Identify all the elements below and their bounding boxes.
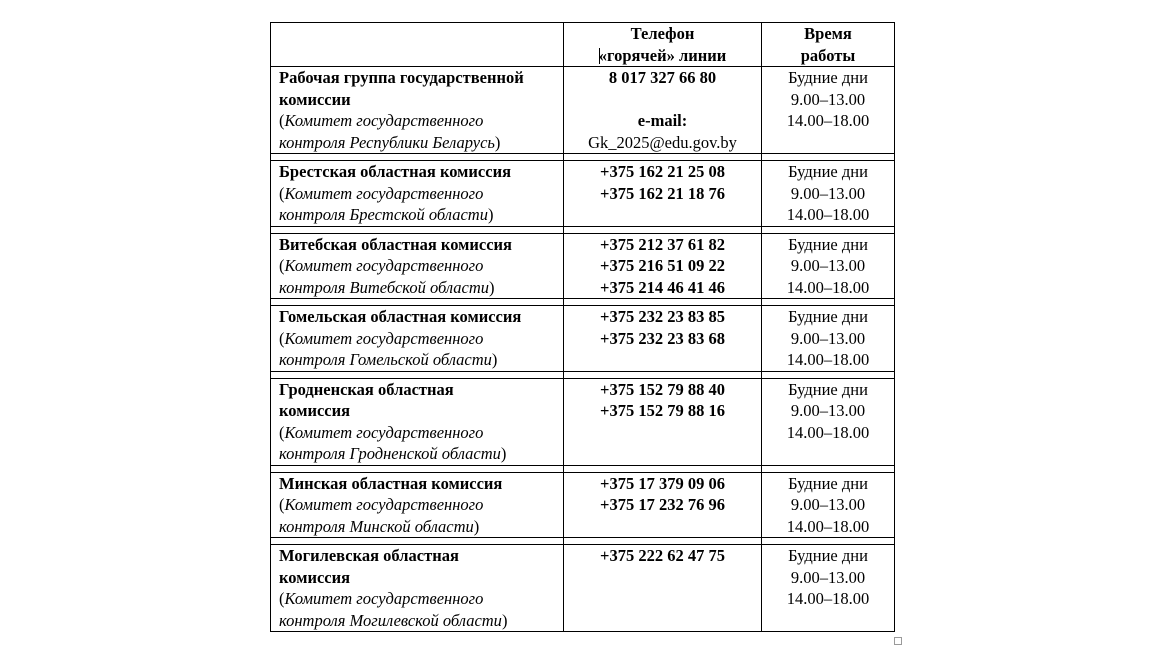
spacer-row <box>271 371 895 378</box>
phone-cell[interactable] <box>564 67 762 154</box>
table-row <box>271 67 895 154</box>
afternoon-hours: 14.00–18.00 <box>786 516 870 536</box>
morning-hours: 9.00–13.00 <box>790 183 866 203</box>
phone-cell[interactable] <box>564 306 762 372</box>
committee-name-line: контроля Минской области <box>279 516 474 536</box>
committee-name-line: контроля Республики Беларусь <box>279 132 495 152</box>
spacer-cell <box>271 371 564 378</box>
afternoon-hours: 14.00–18.00 <box>786 350 870 369</box>
phone-number: +375 17 379 09 06 <box>600 473 725 493</box>
paren-close: ) <box>494 132 501 152</box>
table-row <box>271 378 895 465</box>
spacer-cell <box>564 154 762 161</box>
working-days: Будние дни <box>788 68 868 87</box>
spacer-row <box>271 226 895 233</box>
table-row <box>271 233 895 299</box>
phone-number: +375 232 23 83 68 <box>600 328 725 348</box>
phone-number: +375 214 46 41 46 <box>600 277 725 297</box>
afternoon-hours: 14.00–18.00 <box>786 111 870 130</box>
paren-close: ) <box>500 444 507 463</box>
working-days: Будние дни <box>788 546 868 565</box>
committee-name-line: Комитет государственного <box>284 183 484 203</box>
phone-number: +375 232 23 83 85 <box>600 307 725 326</box>
spacer-row <box>271 465 895 472</box>
paren-close: ) <box>491 350 498 369</box>
spacer-cell <box>271 299 564 306</box>
header-phone-line2: «горячей» линии <box>598 45 727 65</box>
afternoon-hours: 14.00–18.00 <box>786 422 870 442</box>
hours-cell[interactable] <box>762 545 895 632</box>
working-days: Будние дни <box>788 234 868 254</box>
organization-cell[interactable] <box>271 161 564 227</box>
spacer-cell <box>762 465 895 472</box>
header-hours-line1: Время <box>804 24 852 43</box>
hotline-table-body <box>271 23 895 632</box>
spacer-cell <box>271 154 564 161</box>
hours-cell[interactable] <box>762 378 895 465</box>
phone-number: +375 162 21 18 76 <box>600 183 725 203</box>
phone-number: +375 162 21 25 08 <box>600 162 725 181</box>
table-row <box>271 306 895 372</box>
spacer-cell <box>271 538 564 545</box>
working-days: Будние дни <box>788 379 868 399</box>
hours-cell[interactable] <box>762 306 895 372</box>
spacer-cell <box>762 371 895 378</box>
phone-number: +375 216 51 09 22 <box>600 256 725 275</box>
committee-name-line: контроля Могилевской области <box>279 610 502 630</box>
committee-name-line: контроля Витебской области <box>279 277 490 297</box>
hours-cell[interactable] <box>762 472 895 538</box>
hours-cell[interactable] <box>762 233 895 299</box>
spacer-cell <box>564 299 762 306</box>
header-organization-cell[interactable] <box>271 23 564 67</box>
paren-open: ( <box>279 495 285 514</box>
email-label: e-mail: <box>637 111 688 130</box>
afternoon-hours: 14.00–18.00 <box>786 205 870 224</box>
table-resize-handle[interactable] <box>894 637 902 645</box>
spacer-cell <box>564 226 762 233</box>
committee-name-line: Комитет государственного <box>284 111 484 130</box>
morning-hours: 9.00–13.00 <box>790 256 866 275</box>
spacer-row <box>271 538 895 545</box>
phone-cell[interactable] <box>564 378 762 465</box>
hours-cell[interactable] <box>762 67 895 154</box>
paren-open: ( <box>279 256 285 275</box>
paren-open: ( <box>279 589 285 608</box>
paren-close: ) <box>487 205 494 224</box>
spacer-row <box>271 154 895 161</box>
spacer-cell <box>762 538 895 545</box>
hours-cell[interactable] <box>762 161 895 227</box>
commission-name-line: Гомельская областная комиссия <box>279 307 522 326</box>
commission-name-line: Брестская областная комиссия <box>279 162 512 181</box>
spacer-cell <box>762 226 895 233</box>
morning-hours: 9.00–13.00 <box>790 401 866 420</box>
phone-cell[interactable] <box>564 161 762 227</box>
commission-name-line: Минская областная комиссия <box>279 473 503 493</box>
spacer-cell <box>564 465 762 472</box>
committee-name-line: Комитет государственного <box>284 495 484 514</box>
commission-name-line: Рабочая группа государственной <box>279 68 524 87</box>
email-address: Gk_2025@edu.gov.by <box>588 132 737 152</box>
spacer-cell <box>762 154 895 161</box>
paren-close: ) <box>473 516 480 536</box>
organization-cell[interactable] <box>271 67 564 154</box>
phone-cell[interactable] <box>564 233 762 299</box>
organization-cell[interactable] <box>271 306 564 372</box>
working-days: Будние дни <box>788 307 868 326</box>
organization-cell[interactable] <box>271 233 564 299</box>
spacer-cell <box>271 226 564 233</box>
afternoon-hours: 14.00–18.00 <box>786 277 870 297</box>
table-row <box>271 161 895 227</box>
organization-cell[interactable] <box>271 472 564 538</box>
commission-name-line: комиссии <box>279 89 351 109</box>
spacer-row <box>271 299 895 306</box>
hotline-table <box>270 22 895 632</box>
phone-number: +375 212 37 61 82 <box>600 234 725 254</box>
commission-name-line: Могилевская областная <box>279 546 459 565</box>
morning-hours: 9.00–13.00 <box>790 328 866 348</box>
commission-name-line: комиссия <box>279 567 351 587</box>
organization-cell[interactable] <box>271 378 564 465</box>
commission-name-line: Гродненская областная <box>279 379 454 399</box>
phone-number: +375 222 62 47 75 <box>600 546 725 565</box>
header-phone-cell[interactable] <box>564 23 762 67</box>
paren-open: ( <box>279 183 285 203</box>
phone-number: +375 17 232 76 96 <box>600 495 725 514</box>
organization-cell[interactable] <box>271 545 564 632</box>
committee-name-line: Комитет государственного <box>284 328 484 348</box>
paren-close: ) <box>501 610 508 630</box>
commission-name-line: комиссия <box>279 401 351 420</box>
committee-name-line: контроля Гродненской области <box>279 444 501 463</box>
morning-hours: 9.00–13.00 <box>790 89 866 109</box>
header-hours-cell[interactable] <box>762 23 895 67</box>
phone-number: +375 152 79 88 16 <box>600 401 725 420</box>
phone-number: +375 152 79 88 40 <box>600 379 725 399</box>
committee-name-line: контроля Брестской области <box>279 205 488 224</box>
working-days: Будние дни <box>788 473 868 493</box>
paren-close: ) <box>489 277 495 297</box>
committee-name-line: контроля Гомельской области <box>279 350 492 369</box>
spacer-cell <box>564 538 762 545</box>
working-days: Будние дни <box>788 162 868 181</box>
spacer-cell <box>564 371 762 378</box>
phone-cell[interactable] <box>564 472 762 538</box>
afternoon-hours: 14.00–18.00 <box>786 589 870 608</box>
phone-number: 8 017 327 66 80 <box>608 68 717 87</box>
header-row <box>271 23 895 67</box>
paren-open: ( <box>279 111 285 130</box>
phone-cell[interactable] <box>564 545 762 632</box>
paren-open: ( <box>279 422 285 442</box>
spacer-cell <box>762 299 895 306</box>
commission-name-line: Витебская областная комиссия <box>279 234 512 254</box>
table-row <box>271 545 895 632</box>
table-row <box>271 472 895 538</box>
header-phone-line1: Телефон <box>630 24 695 43</box>
header-hours-line2: работы <box>800 45 856 65</box>
committee-name-line: Комитет государственного <box>284 422 484 442</box>
paren-open: ( <box>279 328 285 348</box>
committee-name-line: Комитет государственного <box>284 589 484 608</box>
morning-hours: 9.00–13.00 <box>790 495 866 514</box>
morning-hours: 9.00–13.00 <box>790 567 866 587</box>
spacer-cell <box>271 465 564 472</box>
committee-name-line: Комитет государственного <box>284 256 484 275</box>
